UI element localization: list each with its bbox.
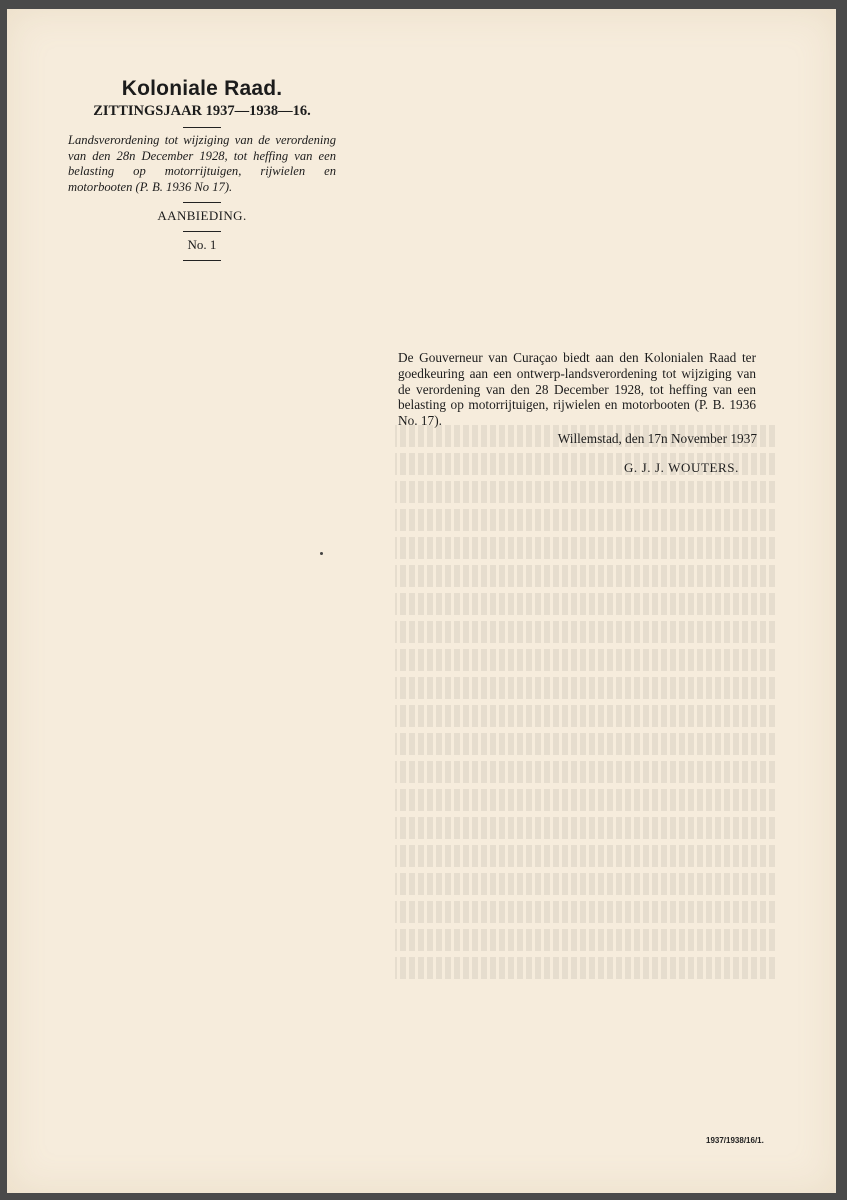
session-year: ZITTINGSJAAR 1937—1938—16. (93, 103, 311, 119)
divider (183, 260, 221, 261)
heading-block (68, 76, 336, 266)
divider (183, 127, 221, 128)
document-reference: 1937/1938/16/1. (706, 1136, 764, 1145)
number-label: No. 1 (187, 237, 217, 252)
governor-message: De Gouverneur van Curaçao biedt aan den Kolonialen Raad ter goedkeuring aan een ontwerp-landsverordening tot wijziging van de verordening van den 28 December 1928, tot heffing van een belasting op motorrijtuigen, rijwielen en motorbooten (P. B. 1936 No. 17). (398, 350, 756, 429)
signature: G. J. J. WOUTERS. (623, 460, 739, 475)
divider (183, 202, 221, 203)
document-subject: Landsverordening tot wijziging van de verordening van den 28n December 1928, tot heffing van een belasting op motorrijtuigen, rijwielen en motorbooten (P. B. 1936 No 17). (68, 133, 336, 194)
divider (183, 231, 221, 232)
council-title: Koloniale Raad. (121, 77, 283, 100)
speck (320, 552, 323, 555)
bleed-through-text (395, 419, 775, 1039)
place-date: Willemstad, den 17n November 1937 (557, 431, 757, 446)
offer-label: AANBIEDING. (157, 208, 247, 223)
